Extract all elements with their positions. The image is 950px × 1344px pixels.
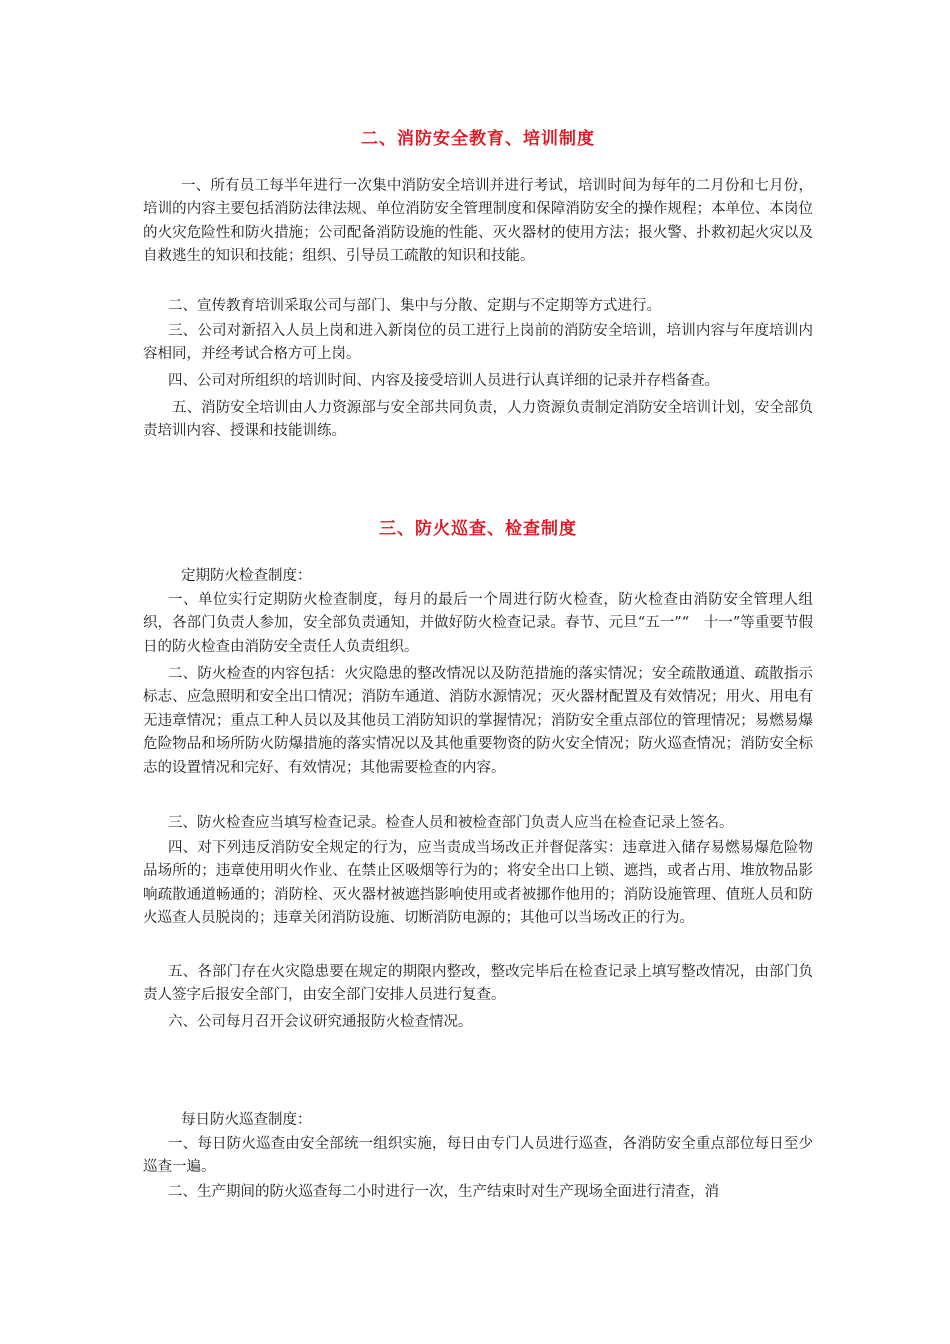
daily-paragraph-2: 二、生产期间的防火巡查每二小时进行一次，生产结束时对生产现场全面进行清查，消 (168, 1184, 719, 1200)
section2-paragraph-3: 三、公司对新招入人员上岗和进入新岗位的员工进行上岗前的消防安全培训，培训内容与年度培训内容相同，并经考试合格方可上岗。 (143, 323, 813, 363)
section2-paragraph-4: 四、公司对所组织的培训时间、内容及接受培训人员进行认真详细的记录并存档备查。 (168, 373, 719, 389)
daily-patrol-heading: 每日防火巡查制度： (181, 1112, 312, 1128)
section2-paragraph-1: 一、所有员工每半年进行一次集中消防安全培训并进行考试，培训时间为每年的二月份和七月份，培训的内容主要包括消防法律法规、单位消防安全管理制度和保障消防安全的操作规程；本单位、本岗位的火灾危险性和防火措施；公司配备消防设施的性能、灭火器材的使用方法；报火警、扑救初起火灾以及自救逃生的知识和技能；组织、引导员工疏散的知识和技能。 (143, 178, 813, 265)
periodic-paragraph-3: 三、防火检查应当填写检查记录。检查人员和被检查部门负责人应当在检查记录上签名。 (168, 815, 734, 831)
periodic-inspection-heading: 定期防火检查制度： (181, 568, 312, 584)
periodic-paragraph-5: 五、各部门存在火灾隐患要在规定的期限内整改，整改完毕后在检查记录上填写整改情况，由部门负责人签字后报安全部门，由安全部门安排人员进行复查。 (143, 964, 813, 1004)
section3-title: 三、防火巡查、检查制度 (379, 519, 577, 539)
section2-paragraph-5: 五、消防安全培训由人力资源部与安全部共同负责，人力资源负责制定消防安全培训计划，安全部负责培训内容、授课和技能训练。 (143, 400, 813, 440)
periodic-paragraph-1: 一、单位实行定期防火检查制度，每月的最后一个周进行防火检查，防火检查由消防安全管理人组织，各部门负责人参加，安全部负责通知，并做好防火检查记录。春节、元旦“五一”“ 十一”等重要节假日的防火检查由消防安全责任人负责组织。 (143, 592, 813, 655)
periodic-paragraph-6: 六、公司每月召开会议研究通报防火检查情况。 (168, 1014, 473, 1030)
section2-paragraph-2: 二、宣传教育培训采取公司与部门、集中与分散、定期与不定期等方式进行。 (168, 298, 661, 314)
daily-paragraph-1: 一、每日防火巡查由安全部统一组织实施，每日由专门人员进行巡查，各消防安全重点部位每日至少巡查一遍。 (143, 1136, 813, 1176)
periodic-paragraph-2: 二、防火检查的内容包括：火灾隐患的整改情况以及防范措施的落实情况；安全疏散通道、疏散指示标志、应急照明和安全出口情况；消防车通道、消防水源情况；灭火器材配置及有效情况；用火、用电有无违章情况；重点工种人员以及其他员工消防知识的掌握情况；消防安全重点部位的管理情况；易燃易爆危险物品和场所防火防爆措施的落实情况以及其他重要物资的防火安全情况；防火巡查情况；消防安全标志的设置情况和完好、有效情况；其他需要检查的内容。 (143, 666, 813, 776)
section2-title: 二、消防安全教育、培训制度 (361, 129, 595, 149)
periodic-paragraph-4: 四、对下列违反消防安全规定的行为，应当责成当场改正并督促落实：违章进入储存易燃易爆危险物品场所的；违章使用明火作业、在禁止区吸烟等行为的；将安全出口上锁、遮挡，或者占用、堆放物品影响疏散通道畅通的；消防栓、灭火器材被遮挡影响使用或者被挪作他用的；消防设施管理、值班人员和防火巡查人员脱岗的；违章关闭消防设施、切断消防电源的；其他可以当场改正的行为。 (143, 840, 813, 927)
